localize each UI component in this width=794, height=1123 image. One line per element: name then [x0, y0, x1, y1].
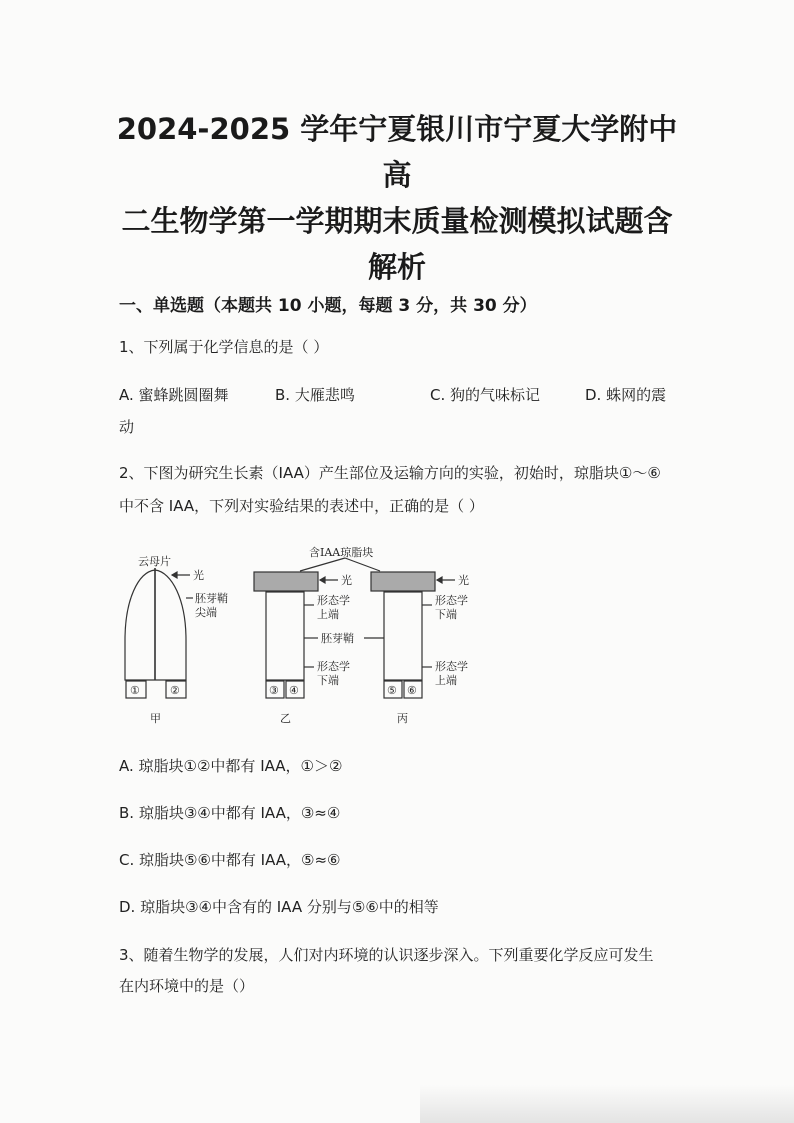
q1-option-a: A. 蜜蜂跳圆圈舞 — [119, 386, 229, 404]
iaa-agar-block-bing — [371, 572, 435, 591]
label-upper-bing-2: 上端 — [435, 674, 457, 687]
caption-bing: 丙 — [397, 712, 408, 725]
label-upper-yi-1: 形态学 — [317, 594, 350, 607]
section-heading: 一、单选题（本题共 10 小题，每题 3 分，共 30 分） — [119, 296, 537, 316]
label-light-bing: 光 — [458, 574, 469, 587]
q2-option-c: C. 琼脂块⑤⑥中都有 IAA，⑤≈⑥ — [119, 851, 341, 869]
q1-option-b: B. 大雁悲鸣 — [275, 386, 355, 404]
label-lower-bing-2: 下端 — [435, 608, 457, 621]
label-lower-bing-1: 形态学 — [435, 594, 468, 607]
label-tip-1: 胚芽鞘 — [195, 592, 228, 605]
label-lower-yi-2: 下端 — [317, 674, 339, 687]
caption-jia: 甲 — [150, 712, 161, 725]
q2-option-d: D. 琼脂块③④中含有的 IAA 分别与⑤⑥中的相等 — [119, 898, 439, 916]
block-label-1: ① — [130, 684, 140, 697]
coleoptile-section-yi — [266, 592, 304, 680]
coleoptile-section-bing — [384, 592, 422, 680]
title-line-3: 解析 — [367, 250, 426, 284]
label-upper-yi-2: 上端 — [317, 608, 339, 621]
title-line-2: 二生物学第一学期期末质量检测模拟试题含 — [121, 204, 673, 238]
block-label-6: ⑥ — [407, 684, 417, 697]
label-mica: 云母片 — [138, 555, 171, 568]
label-iaa-block: 含IAA琼脂块 — [309, 546, 374, 559]
title-line-1: 2024-2025 学年宁夏银川市宁夏大学附中高 — [116, 112, 678, 192]
block-label-5: ⑤ — [387, 684, 397, 697]
q2-option-a: A. 琼脂块①②中都有 IAA，①＞② — [119, 757, 343, 775]
label-lower-yi-1: 形态学 — [317, 660, 350, 673]
block-label-2: ② — [170, 684, 180, 697]
page-curl-shadow — [420, 1085, 794, 1123]
label-light-yi: 光 — [341, 574, 352, 587]
caption-yi: 乙 — [280, 712, 291, 725]
q3-stem-line-1: 3、随着生物学的发展，人们对内环境的认识逐步深入。下列重要化学反应可发生 — [119, 946, 654, 964]
q3-stem-line-2: 在内环境中的是（） — [119, 977, 255, 995]
q2-option-b: B. 琼脂块③④中都有 IAA，③≈④ — [119, 804, 341, 822]
q1-option-c: C. 狗的气味标记 — [430, 386, 541, 404]
label-upper-bing-1: 形态学 — [435, 660, 468, 673]
label-tip-2: 尖端 — [195, 606, 217, 619]
q2-stem-line-2: 中不含 IAA，下列对实验结果的表述中，正确的是（ ） — [119, 497, 484, 515]
label-coleoptile: 胚芽鞘 — [321, 632, 354, 645]
label-light-jia: 光 — [193, 569, 204, 582]
q1-option-d: D. 蛛网的震 — [585, 386, 667, 404]
block-label-4: ④ — [289, 684, 299, 697]
iaa-agar-block-yi — [254, 572, 318, 591]
q1-option-d-wrap: 动 — [119, 418, 135, 436]
q2-stem-line-1: 2、下图为研究生长素（IAA）产生部位及运输方向的实验，初始时，琼脂块①～⑥ — [119, 464, 661, 482]
block-label-3: ③ — [269, 684, 279, 697]
q1-stem: 1、下列属于化学信息的是（ ） — [119, 338, 329, 356]
